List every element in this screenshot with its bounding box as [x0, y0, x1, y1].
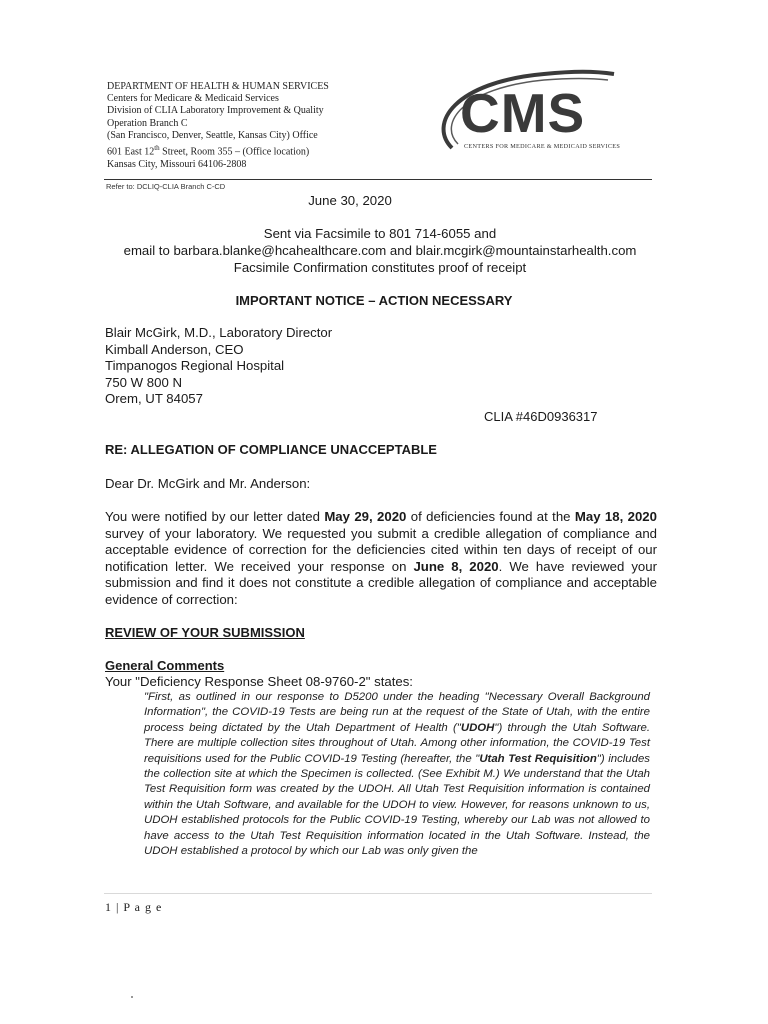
notice-title: IMPORTANT NOTICE – ACTION NECESSARY: [235, 293, 513, 308]
recipient-address: [105, 325, 332, 408]
letterhead-line: Division of CLIA Laboratory Improvement & Quality: [107, 105, 324, 117]
letterhead: [107, 81, 407, 171]
footer-divider: [104, 893, 652, 894]
letterhead-line: (San Francisco, Denver, Seattle, Kansas City) Office: [107, 129, 318, 141]
letterhead-line: Kansas City, Missouri 64106-2808: [107, 158, 247, 170]
date-emphasis: May 29, 2020: [324, 509, 407, 524]
quoted-response: "First, as outlined in our response to D5200 under the heading "Necessary Overall Background Information", the COVID-19 Tests are being run at the request of the State of Utah, with the entire process being dictated by the Utah Department of Health ("UDOH") through the Utah Software. There are multiple collection sites throughout of Utah. Among other information, the COVID-19 Test requisitions used for the Public COVID-19 Testing (hereafter, the "Utah Test Requisition") includes the collection site at which the Specimen is collected. (See Exhibit M.) We understand that the Utah Test Requisition form was created by the UDOH. All Utah Test Requisition information is contained within the Utah Software, and available for the UDOH to view. However, for reasons unknown to us, UDOH established protocols for the Public COVID-19 Testing, whereby our Lab was not allowed to have access to the Utah Test Requisition information located in the Utah Software. Instead, the UDOH established a protocol by which our Lab was only given the: [144, 691, 651, 858]
salutation: Dear Dr. McGirk and Mr. Anderson:: [105, 476, 311, 491]
letterhead-line: DEPARTMENT OF HEALTH & HUMAN SERVICES: [107, 81, 329, 92]
cms-tagline: CENTERS FOR MEDICARE & MEDICAID SERVICES: [464, 143, 621, 150]
date-emphasis: June 8, 2020: [413, 558, 499, 574]
letterhead-line: 601 East 12th Street, Room 355 – (Office location): [107, 144, 310, 158]
quote-emphasis: UDOH: [460, 721, 495, 734]
general-comments-heading: General Comments: [105, 658, 225, 673]
recipient-line: Orem, UT 84057: [105, 391, 203, 406]
recipient-line: Blair McGirk, M.D., Laboratory Director: [105, 325, 333, 340]
recipient-line: 750 W 800 N: [105, 374, 182, 390]
letter-date: June 30, 2020: [308, 193, 392, 208]
letterhead-line: Operation Branch C: [107, 117, 188, 129]
delivery-line-1: Sent via Facsimile to 801 714-6055 and: [263, 226, 497, 241]
date-emphasis: May 18, 2020: [574, 509, 657, 524]
page-number: 1 | P a g e: [105, 900, 163, 914]
re-line: RE: ALLEGATION OF COMPLIANCE UNACCEPTABLE: [105, 442, 437, 457]
recipient-line: Timpanogos Regional Hospital: [105, 358, 285, 373]
refer-to-line: Refer to: DCLIQ-CLIA Branch C-CD: [106, 182, 226, 191]
letterhead-line: Centers for Medicare & Medicaid Services: [107, 93, 279, 105]
review-heading: REVIEW OF YOUR SUBMISSION: [105, 625, 305, 640]
states-line: Your "Deficiency Response Sheet 08-9760-2" states:: [105, 674, 413, 689]
quote-emphasis: Utah Test Requisition: [479, 752, 597, 765]
letterhead-divider: [104, 179, 652, 180]
clia-number: CLIA #46D0936317: [484, 409, 598, 424]
cms-logo: [424, 68, 664, 160]
delivery-line-2: email to barbara.blanke@hcahealthcare.com and blair.mcgirk@mountainstarhealth.com: [123, 243, 637, 258]
body-paragraph: You were notified by our letter dated May 29, 2020 of deficiencies found at the May 18, 2020 survey of your laboratory. We requested you submit a credible allegation of compliance and acceptable evidence of correction for the deficiencies cited within ten days of receipt of our notification letter. We received your response on June 8, 2020. We have reviewed your submission and find it does not constitute a credible allegation of compliance and acceptable evidence of correction:: [105, 509, 657, 607]
delivery-line-3: Facsimile Confirmation constitutes proof of receipt: [233, 260, 527, 275]
recipient-line: Kimball Anderson, CEO: [105, 341, 244, 357]
scan-speck: [131, 996, 133, 998]
cms-wordmark: CMS: [460, 82, 586, 144]
